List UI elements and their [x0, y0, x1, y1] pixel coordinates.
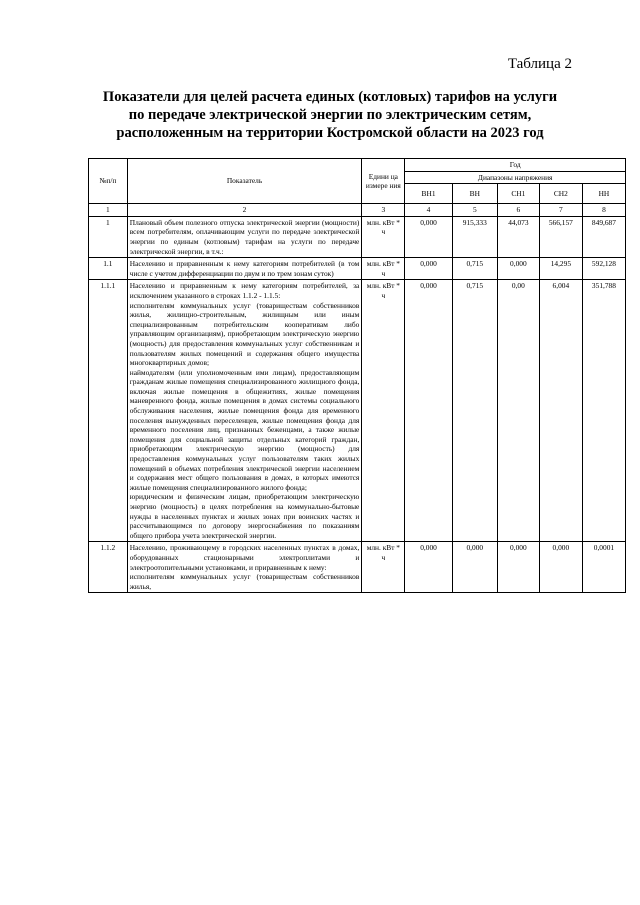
- row-num: 1.1.1: [89, 280, 128, 542]
- row-num: 1.1.2: [89, 542, 128, 593]
- header-num: №п/п: [89, 159, 128, 204]
- row-unit: млн. кВт * ч: [362, 258, 405, 280]
- value-cell: 14,295: [539, 258, 582, 280]
- value-cell: 0,0001: [582, 542, 625, 593]
- document-title: [60, 88, 600, 142]
- value-cell: 915,333: [452, 216, 497, 257]
- value-cell: 0,000: [452, 542, 497, 593]
- column-number-row: [89, 204, 626, 217]
- column-number: 6: [497, 204, 539, 217]
- row-description: [127, 542, 362, 593]
- description-paragraph: Населению и приравненным к нему категориям потребителей, за исключением указанного в строках 1.1.2 - 1.1.5:: [129, 281, 360, 300]
- header-level: СН1: [497, 184, 539, 204]
- row-description: [127, 280, 362, 542]
- row-num: 1: [89, 216, 128, 257]
- row-description: [127, 216, 362, 257]
- header-unit: Едини ца измере ния: [362, 159, 405, 204]
- value-cell: 44,073: [497, 216, 539, 257]
- value-cell: 0,000: [539, 542, 582, 593]
- title-line: Показатели для целей расчета единых (котловых) тарифов на услуги: [102, 89, 558, 105]
- value-cell: 0,000: [497, 542, 539, 593]
- header-level: НН: [582, 184, 625, 204]
- row-num: 1.1: [89, 258, 128, 280]
- row-unit: млн. кВт * ч: [362, 280, 405, 542]
- column-number: 1: [89, 204, 128, 217]
- table-row: [89, 542, 626, 593]
- value-cell: 592,128: [582, 258, 625, 280]
- column-number: 2: [127, 204, 362, 217]
- description-paragraph: Плановый объем полезного отпуска электрической энергии (мощности) всем потребителям, оплачивающим услуги по передаче электрической энергии по единым (котловым) тарифам на услуги по передаче электрической энергии, в т.ч.:: [129, 217, 360, 256]
- header-level: СН2: [539, 184, 582, 204]
- table-row: [89, 280, 626, 542]
- header-level: ВН: [452, 184, 497, 204]
- row-description: [127, 258, 362, 280]
- row-unit: млн. кВт * ч: [362, 542, 405, 593]
- value-cell: 849,687: [582, 216, 625, 257]
- column-number: 5: [452, 204, 497, 217]
- tariff-table: [88, 158, 626, 593]
- description-paragraph: исполнителям коммунальных услуг (товариществам собственников жилья,: [129, 572, 360, 591]
- value-cell: 0,715: [452, 258, 497, 280]
- title-line: по передаче электрической энергии по электрическим сетям,: [128, 107, 532, 123]
- description-paragraph: наймодателям (или уполномоченным ими лицам), предоставляющим гражданам жилые помещения специализированного жилищного фонда, включая жилые помещения в общежитиях, жилые помещения маневренного фонда, жилые помещения в домах системы социального обслуживания населения, жилые помещения фонда для временного поселения вынужденных переселенцев, жилые помещения фонда для временного поселения лиц, признанных беженцами, а также жилые помещения для социальной защиты отдельных категорий граждан, приобретающим электрическую энергию (мощность) для предоставления коммунальных услуг пользователям таких жилых помещений в объемах потребления электрической энергии населением и содержания мест общего пользования в домах, в которых имеются жилые помещения специализированного жилого фонда;: [129, 367, 360, 492]
- description-paragraph: исполнителям коммунальных услуг (товариществам собственников жилья, жилищно-строительным, жилищным или иным специализированным потребительским кооперативам либо управляющим организациям), приобретающим электрическую энергию (мощность) для предоставления коммунальных услуг собственникам и пользователям жилых помещений и содержания общего имущества многоквартирных домов;: [129, 300, 360, 368]
- description-paragraph: юридическим и физическим лицам, приобретающим электрическую энергию (мощность) в целях потребления на коммунально-бытовые нужды в населенных пунктах и жилых зонах при воинских частях и рассчитывающимся по договору энергоснабжения по показаниям общего прибора учета электрической энергии.: [129, 492, 360, 540]
- column-number: 4: [405, 204, 452, 217]
- value-cell: 0,715: [452, 280, 497, 542]
- value-cell: 0,000: [405, 216, 452, 257]
- value-cell: 351,788: [582, 280, 625, 542]
- description-paragraph: Населению и приравненным к нему категориям потребителей (в том числе с учетом дифференциации по двум и по трем зонам суток): [129, 259, 360, 278]
- header-ranges: Диапазоны напряжения: [405, 171, 626, 184]
- header-year: Год: [405, 159, 626, 172]
- value-cell: 566,157: [539, 216, 582, 257]
- value-cell: 0,000: [405, 542, 452, 593]
- value-cell: 6,004: [539, 280, 582, 542]
- header-indicator: Показатель: [127, 159, 362, 204]
- column-number: 3: [362, 204, 405, 217]
- description-paragraph: Населению, проживающему в городских населенных пунктах в домах, оборудованных стационарными электроплитами и электроотопительными установками, и приравненным к нему:: [129, 543, 360, 572]
- value-cell: 0,000: [405, 280, 452, 542]
- table-row: [89, 216, 626, 257]
- table-label: Таблица 2: [507, 56, 572, 72]
- value-cell: 0,000: [497, 258, 539, 280]
- column-number: 7: [539, 204, 582, 217]
- table-row: [89, 258, 626, 280]
- column-number: 8: [582, 204, 625, 217]
- row-unit: млн. кВт * ч: [362, 216, 405, 257]
- value-cell: 0,00: [497, 280, 539, 542]
- title-line: расположенным на территории Костромской области на 2023 год: [116, 125, 544, 141]
- header-level: ВН1: [405, 184, 452, 204]
- value-cell: 0,000: [405, 258, 452, 280]
